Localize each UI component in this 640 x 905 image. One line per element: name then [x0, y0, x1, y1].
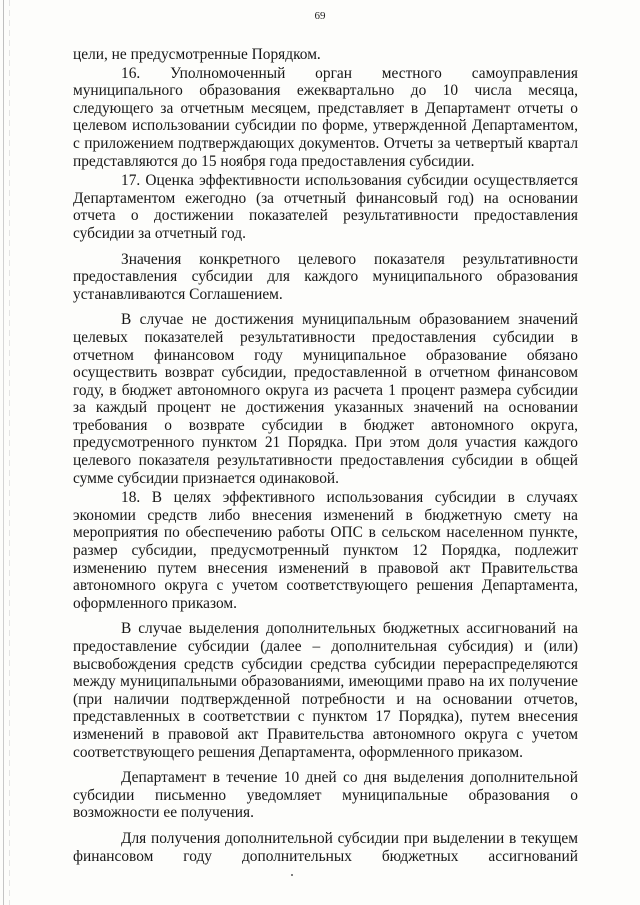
scan-speck	[291, 874, 293, 876]
paragraph-item-16: 16. Уполномоченный орган местного самоуправления муниципального образования ежеквартально до 10 числа месяца, следующего за отчетным месяцем, представляет в Департамент отчеты о целевом использовании субсидии по форме, утвержденной Департаментом, с приложением подтверждающих документов. Отчеты за четвертый квартал представляются до 15 ноября года предоставления субсидии.	[73, 64, 578, 170]
paragraph-item-18: 18. В целях эффективного использования субсидии в случаях экономии средств либо внесения изменений в бюджетную смету на мероприятия по обеспечению работы ОПС в сельском населенном пункте, размер субсидии, предусмотренный пунктом 12 Порядка, подлежит изменению путем внесения изменений в правовой акт Правительства автономного округа с учетом соответствующего решения Департамента, оформленного приказом.	[73, 489, 578, 612]
paragraph-additional-subsidy: Для получения дополнительной субсидии при выделении в текущем финансовом году дополнительных бюджетных ассигнований	[73, 829, 578, 865]
paragraph-additional-allocations: В случае выделения дополнительных бюджетных ассигнований на предоставление субсидии (далее – дополнительная субсидия) и (или) высвобождения средств субсидии средства субсидии перераспределяются между муниципальными образованиями, имеющими право на их получение (при наличии подтвержденной потребности и на основании отчетов, представленных в соответствии с пунктом 17 Порядка), путем внесения изменений в правовой акт Правительства автономного округа с учетом соответствующего решения Департамента, оформленного приказом.	[73, 620, 578, 761]
document-body	[73, 46, 578, 865]
scan-edge-dashes	[9, 0, 10, 905]
paragraph-continuation: цели, не предусмотренные Порядком.	[73, 46, 321, 63]
paragraph-non-achievement: В случае не достижения муниципальным образованием значений целевых показателей результативности предоставления субсидии в отчетном финансовом году муниципальное образование обязано осуществить возврат субсидии, предоставленной в отчетном финансовом году, в бюджет автономного округа из расчета 1 процент размера субсидии за каждый процент не достижения указанных значений на основании требования о возврате субсидии в бюджет автономного округа, предусмотренного пунктом 21 Порядка. При этом доля участия каждого целевого показателя результативности предоставления субсидии в общей сумме субсидии признается одинаковой.	[73, 311, 578, 487]
paragraph-target-values: Значения конкретного целевого показателя результативности предоставления субсидии для каждого муниципального образования устанавливаются Соглашением.	[73, 250, 578, 303]
page-number: 69	[314, 10, 326, 22]
paragraph-notification: Департамент в течение 10 дней со дня выделения дополнительной субсидии письменно уведомляет муниципальные образования о возможности ее получения.	[73, 769, 578, 822]
scan-edge-line	[3, 0, 4, 905]
paragraph-item-17: 17. Оценка эффективности использования субсидии осуществляется Департаментом ежегодно (за отчетный финансовый год) на основании отчета о достижении показателей результативности предоставления субсидии за отчетный год.	[73, 172, 578, 242]
